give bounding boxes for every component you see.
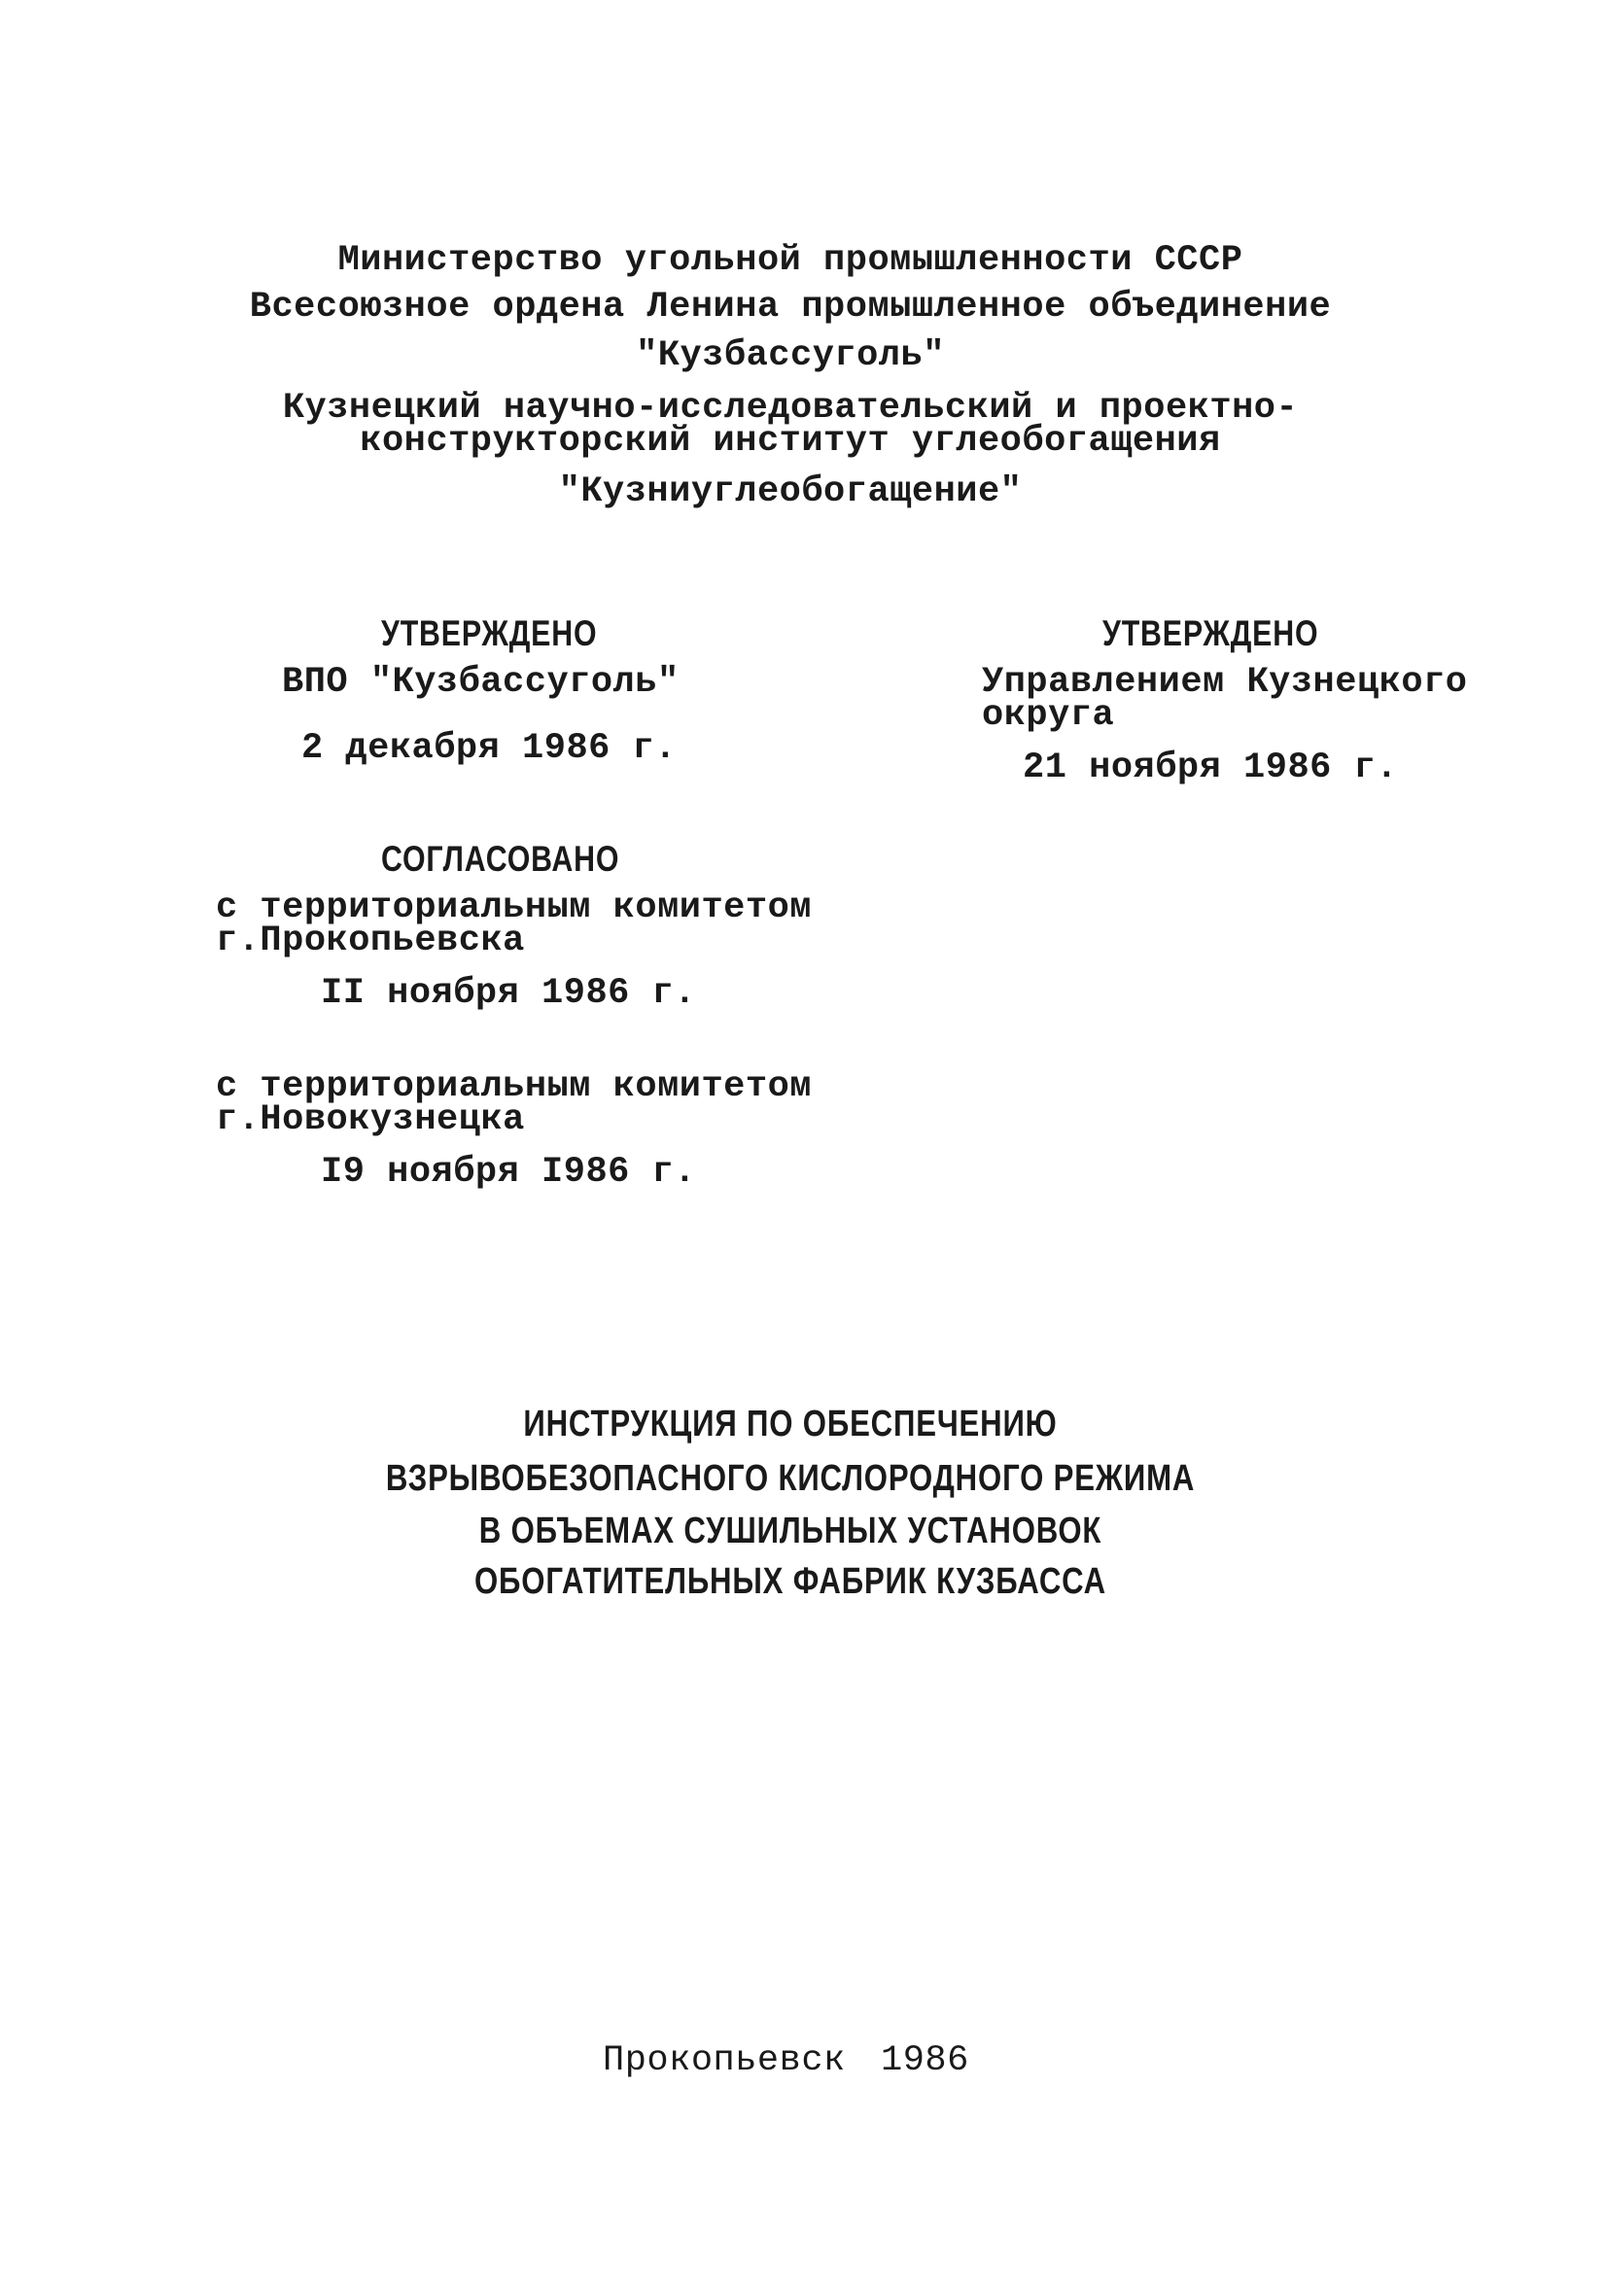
approval-left-org: ВПО "Кузбассуголь": [282, 662, 680, 703]
association-name: Всесоюзное ордена Ленина промышленное объединение: [249, 287, 1332, 328]
agreed-entry-1-date: II ноября 1986 г.: [321, 973, 696, 1014]
approval-right-date: 21 ноября 1986 г.: [1023, 748, 1398, 788]
document-title-line4: ОБОГАТИТЕЛЬНЫХ ФАБРИК КУЗБАССА: [473, 1561, 1107, 1602]
footer-place: Прокопьевск: [603, 2040, 846, 2081]
approval-right-org-line2: округа: [982, 695, 1115, 736]
approval-left-date: 2 декабря 1986 г.: [301, 728, 677, 769]
agreed-entry-2-line1: с территориальным комитетом: [216, 1066, 812, 1107]
agreed-entry-2-line2: г.Новокузнецка: [216, 1099, 525, 1140]
ministry-name: Министерство угольной промышленности СССР: [337, 240, 1243, 281]
approval-right-heading: УТВЕРЖДЕНО: [1102, 613, 1319, 653]
document-title-line3: В ОБЪЕМАХ СУШИЛЬНЫХ УСТАНОВОК: [478, 1511, 1102, 1551]
agreed-entry-1-line2: г.Прокопьевска: [216, 921, 525, 961]
agreed-heading: СОГЛАСОВАНО: [381, 839, 620, 879]
document-title-line2: ВЗРЫВОБЕЗОПАСНОГО КИСЛОРОДНОГО РЕЖИМА: [385, 1458, 1196, 1499]
approval-left-heading: УТВЕРЖДЕНО: [381, 613, 598, 653]
institute-name-line2: конструкторский институт углеобогащения: [360, 421, 1221, 462]
document-title-line1: ИНСТРУКЦИЯ ПО ОБЕСПЕЧЕНИЮ: [523, 1404, 1058, 1444]
institute-short-name: "Кузниуглеобогащение": [558, 471, 1023, 512]
institute-name-line1: Кузнецкий научно-исследовательский и проектно-: [282, 388, 1299, 429]
agreed-entry-2-date: I9 ноября I986 г.: [321, 1152, 696, 1193]
approval-right-org-line1: Управлением Кузнецкого: [982, 662, 1468, 703]
footer-year: 1986: [881, 2040, 969, 2081]
association-short-name: "Кузбассуголь": [636, 335, 945, 376]
agreed-entry-1-line1: с территориальным комитетом: [216, 887, 812, 928]
